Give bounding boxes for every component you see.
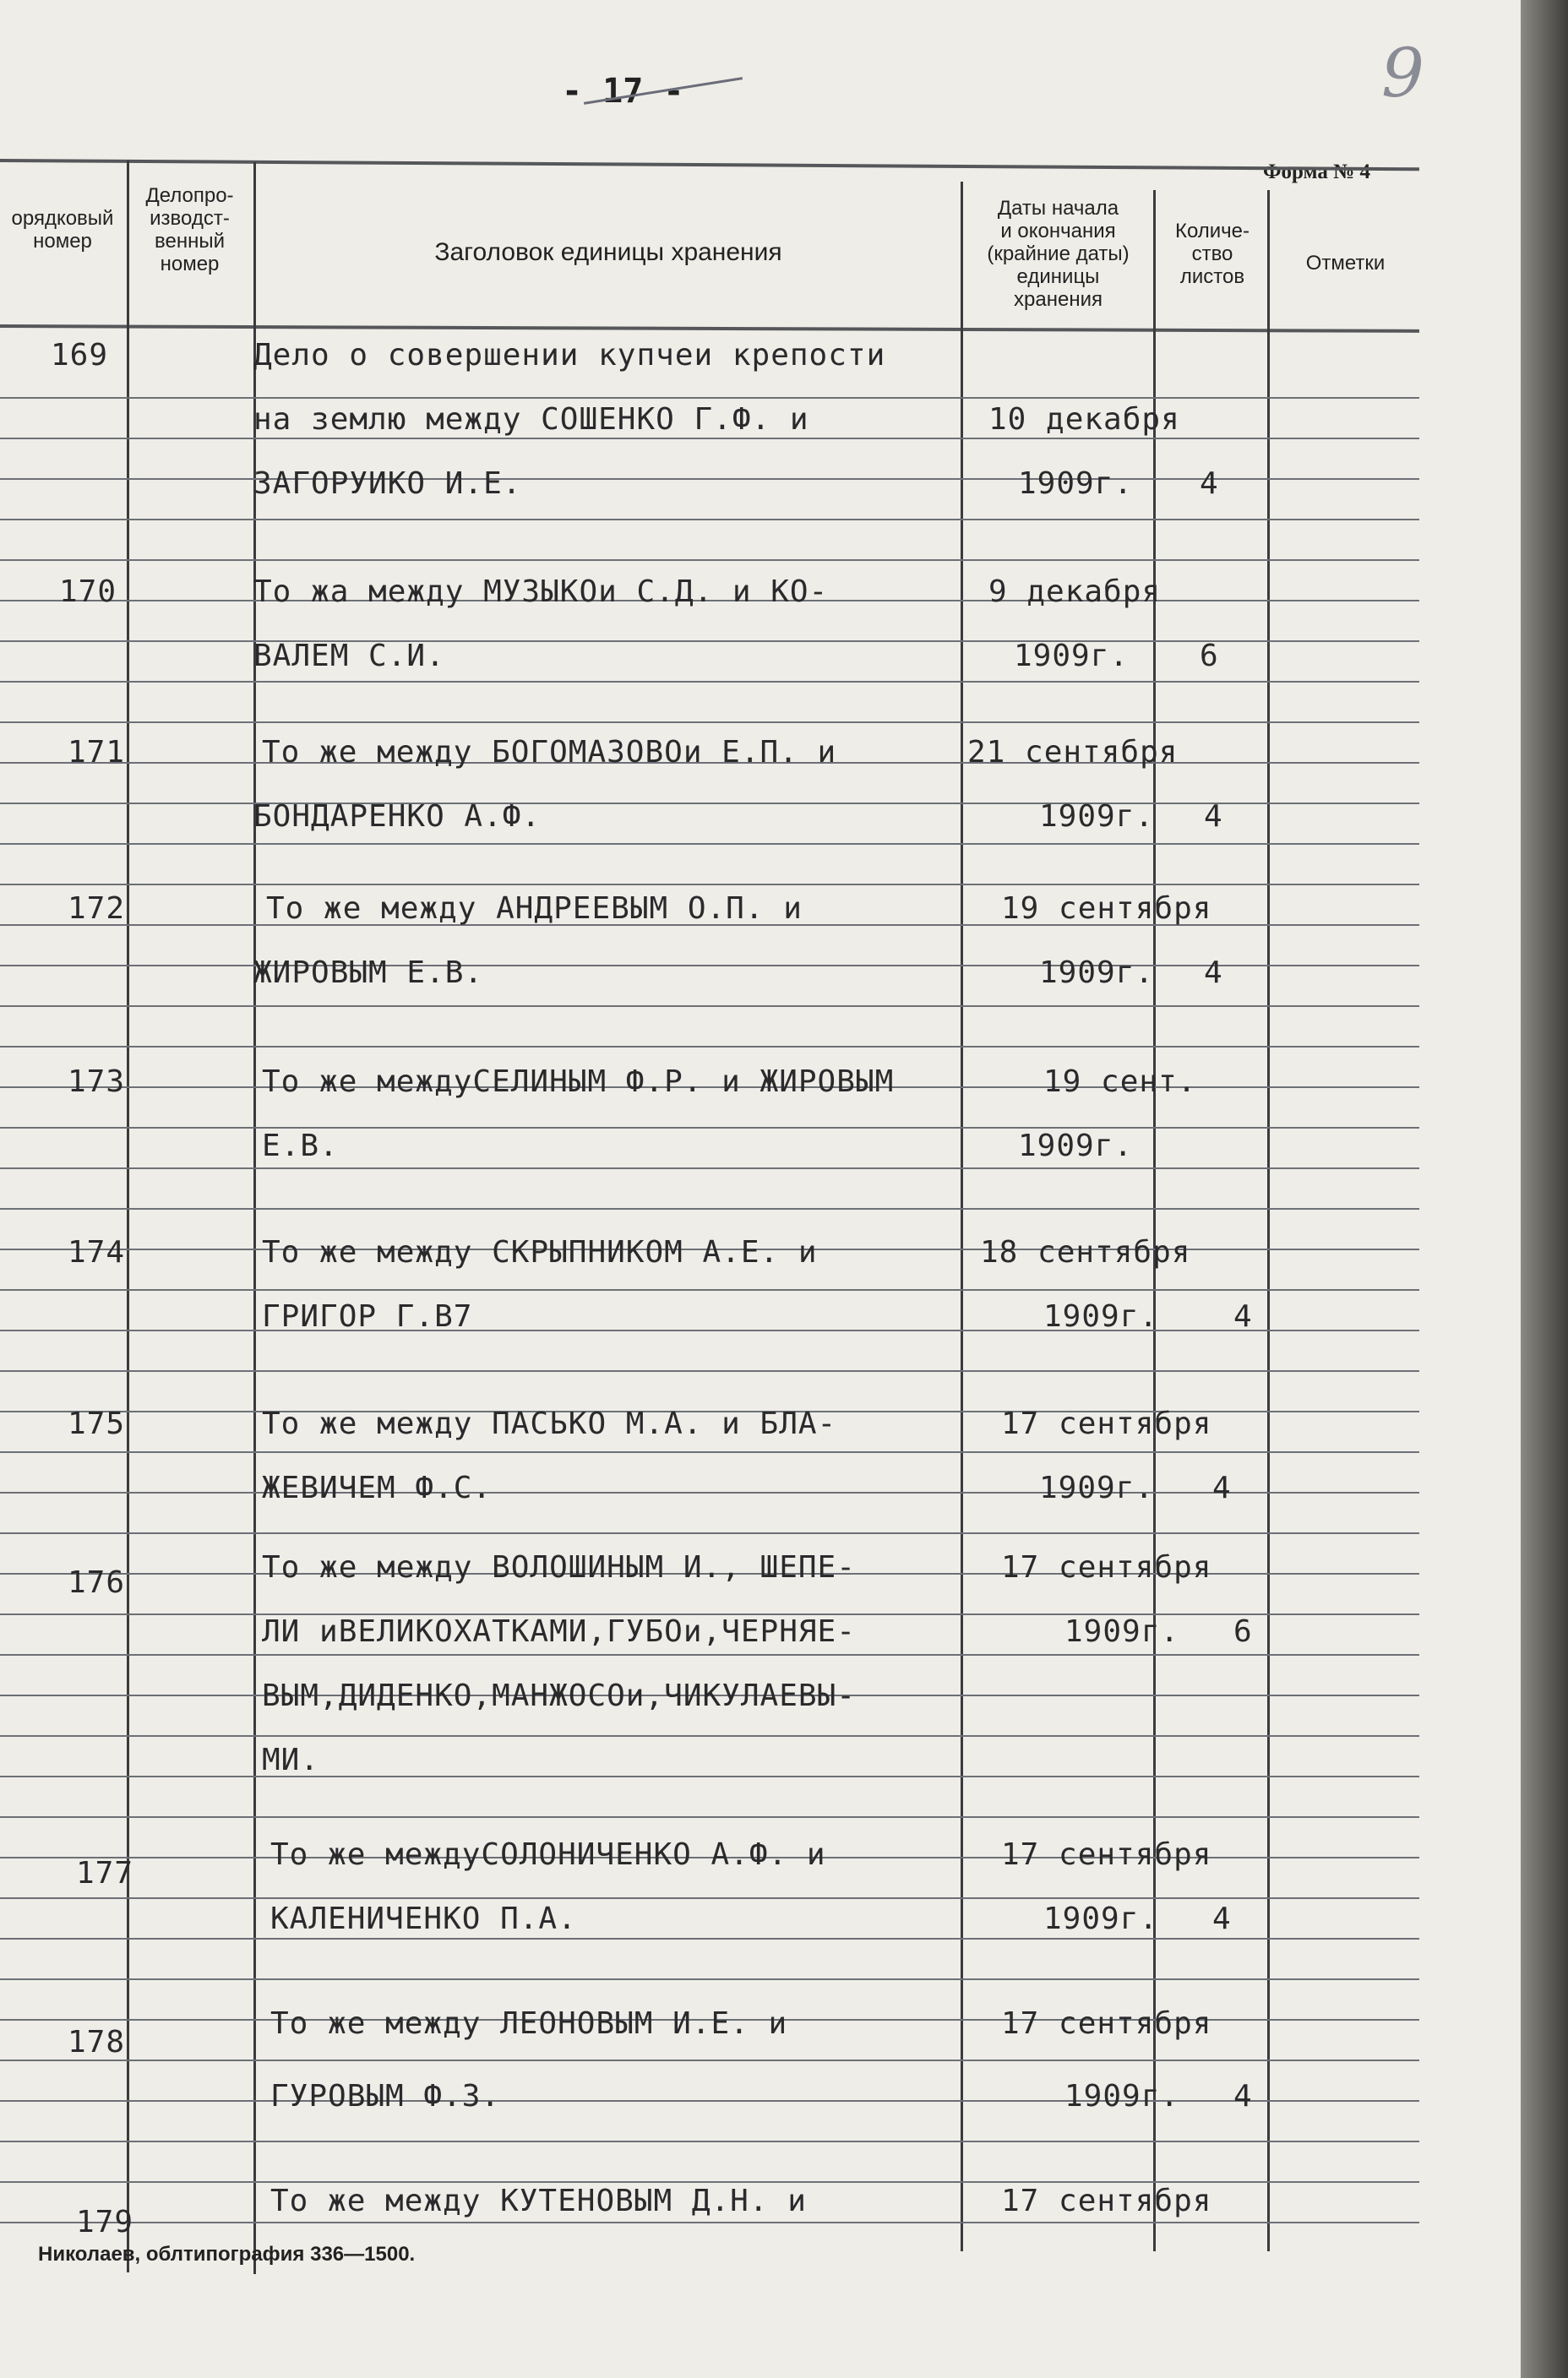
column-rule-4 [1153,190,1156,2251]
column-rule-1 [127,161,129,2272]
entry-title-line: То же между СКРЫПНИКОМ А.Е. и [262,1235,818,1270]
entry-title-line: То же между АНДРЕЕВЫМ О.П. и [266,891,803,926]
ruled-line [0,1532,1419,1534]
ruled-line [0,2222,1419,2223]
entry-title-line: То же между КУТЕНОВЫМ Д.Н. и [270,2184,807,2218]
ruled-line [0,2141,1419,2142]
binding-edge [1521,0,1568,2378]
header-top-rule [0,159,1419,171]
ruled-line [0,1330,1419,1331]
column-rule-5 [1267,190,1270,2251]
entry-number: 171 [68,735,126,770]
entry-sheets: 4 [1233,1299,1253,1334]
entry-title-line: КАЛЕНИЧЕНКО П.А. [270,1902,577,1936]
entry-year: 1909г. [1064,2079,1180,2114]
ruled-line [0,1735,1419,1737]
entry-sheets: 4 [1200,466,1219,501]
entry-date: 17 сентября [1001,1407,1212,1441]
entry-year: 1909г. [1039,799,1155,834]
entry-number: 174 [68,1235,126,1270]
entry-title-line: БОНДАРЕНКО А.Ф. [253,799,542,834]
entry-sheets: 6 [1233,1614,1253,1649]
entry-year: 1909г. [1064,1614,1180,1649]
ruled-line [0,1370,1419,1372]
entry-title-line: То же между ПАСЬКО М.А. и БЛА- [262,1407,837,1441]
ruled-line [0,1776,1419,1777]
entry-date: 17 сентября [1001,2006,1212,2041]
entry-title-line: ЗАГОРУИКО И.Е. [253,466,522,501]
entry-title-line: То же между ЛЕОНОВЫМ И.Е. и [270,2006,788,2041]
entry-year: 1909г. [1018,466,1134,501]
column-rule-3 [961,182,963,2251]
ruled-line [0,1005,1419,1007]
entry-date: 21 сентября [967,735,1179,770]
ruled-line [0,1816,1419,1818]
ruled-line [0,1167,1419,1169]
entry-title-line: ВЫМ,ДИДЕНКО,МАНЖОСОи,ЧИКУЛАЕВЫ- [262,1679,856,1713]
ruled-line [0,1938,1419,1940]
entry-sheets: 4 [1204,799,1223,834]
ruled-line [0,721,1419,723]
entry-title-line: ЛИ иВЕЛИКОХАТКАМИ,ГУБОи,ЧЕРНЯЕ- [262,1614,856,1649]
column-header-office: Делопро- изводст- венный номер [145,184,234,275]
ruled-line [0,1127,1419,1129]
entry-number: 176 [68,1565,126,1600]
entry-number: 170 [59,574,117,609]
entry-date: 19 сент. [1043,1064,1197,1099]
entry-title-line: ЖЕВИЧЕМ Ф.С. [262,1471,493,1505]
ruled-line [0,519,1419,520]
header-bottom-rule [0,324,1419,333]
entry-title-line: То жа между МУЗЫКОи С.Д. и КО- [253,574,829,609]
entry-date: 17 сентября [1001,1550,1212,1585]
ruled-line [0,1978,1419,1980]
entry-date: 17 сентября [1001,2184,1212,2218]
form-label: Форма № 4 [1263,161,1370,183]
entry-year: 1909г. [1014,639,1130,673]
column-header-seq: орядковый номер [11,207,114,253]
entry-date: 10 декабря [988,402,1180,437]
ruled-line [0,1046,1419,1048]
ruled-line [0,559,1419,561]
column-header-count: Количе- ство листов [1174,220,1250,288]
entry-number: 178 [68,2025,126,2060]
column-header-dates: Даты начала и окончания (крайние даты) единицы хранения [987,197,1130,311]
column-header-title: Заголовок единицы хранения [434,238,782,266]
entry-number: 177 [76,1856,134,1891]
entry-sheets: 4 [1233,2079,1253,2114]
entry-number: 173 [68,1064,126,1099]
entry-date: 19 сентября [1001,891,1212,926]
entry-number: 175 [68,1407,126,1441]
entry-sheets: 4 [1212,1902,1232,1936]
ruled-line [0,1451,1419,1453]
entry-title-line: ЖИРОВЫМ Е.В. [253,955,484,990]
entry-sheets: 4 [1204,955,1223,990]
ruled-line [0,2181,1419,2183]
entry-title-line: ГРИГОР Г.В7 [262,1299,473,1334]
entry-year: 1909г. [1043,1902,1159,1936]
entry-year: 1909г. [1039,1471,1155,1505]
entry-title-line: То же междуСЕЛИНЫМ Ф.Р. и ЖИРОВЫМ [262,1064,895,1099]
entry-year: 1909г. [1018,1129,1134,1163]
entry-date: 9 декабря [988,574,1162,609]
entry-title-line: ВАЛЕМ С.И. [253,639,445,673]
entry-number: 179 [76,2205,134,2239]
entry-date: 18 сентября [980,1235,1191,1270]
ruled-line [0,397,1419,399]
entry-year: 1909г. [1039,955,1155,990]
ruled-line [0,2060,1419,2061]
ruled-line [0,1289,1419,1291]
entry-sheets: 6 [1200,639,1219,673]
entry-sheets: 4 [1212,1471,1232,1505]
ruled-line [0,681,1419,683]
entry-title-line: ГУРОВЫМ Ф.З. [270,2079,501,2114]
ruled-line [0,1897,1419,1899]
entry-date: 17 сентября [1001,1837,1212,1872]
entry-title-line: на землю между СОШЕНКО Г.Ф. и [253,402,809,437]
archive-folio-number: 9 [1381,34,1424,112]
ruled-line [0,1208,1419,1210]
entry-title-line: То же междуСОЛОНИЧЕНКО А.Ф. и [270,1837,826,1872]
entry-title-line: Е.В. [262,1129,339,1163]
ruled-line [0,1492,1419,1494]
entry-number: 172 [68,891,126,926]
entry-year: 1909г. [1043,1299,1159,1334]
entry-title-line: То же между ВОЛОШИНЫМ И., ШЕПЕ- [262,1550,856,1585]
entry-title-line: МИ. [262,1743,320,1777]
entry-title-line: Дело о совершении купчеи крепости [253,338,886,373]
ruled-line [0,1654,1419,1656]
printer-footer: Николаев, облтипография 336—1500. [38,2243,416,2266]
ruled-line [0,843,1419,845]
entry-title-line: То же между БОГОМАЗОВОи Е.П. и [262,735,837,770]
entry-number: 169 [51,338,109,373]
ruled-line [0,2100,1419,2102]
column-header-notes: Отметки [1305,252,1386,275]
ruled-line [0,438,1419,439]
page-number: - 17 - [562,72,684,111]
ruled-line [0,884,1419,885]
